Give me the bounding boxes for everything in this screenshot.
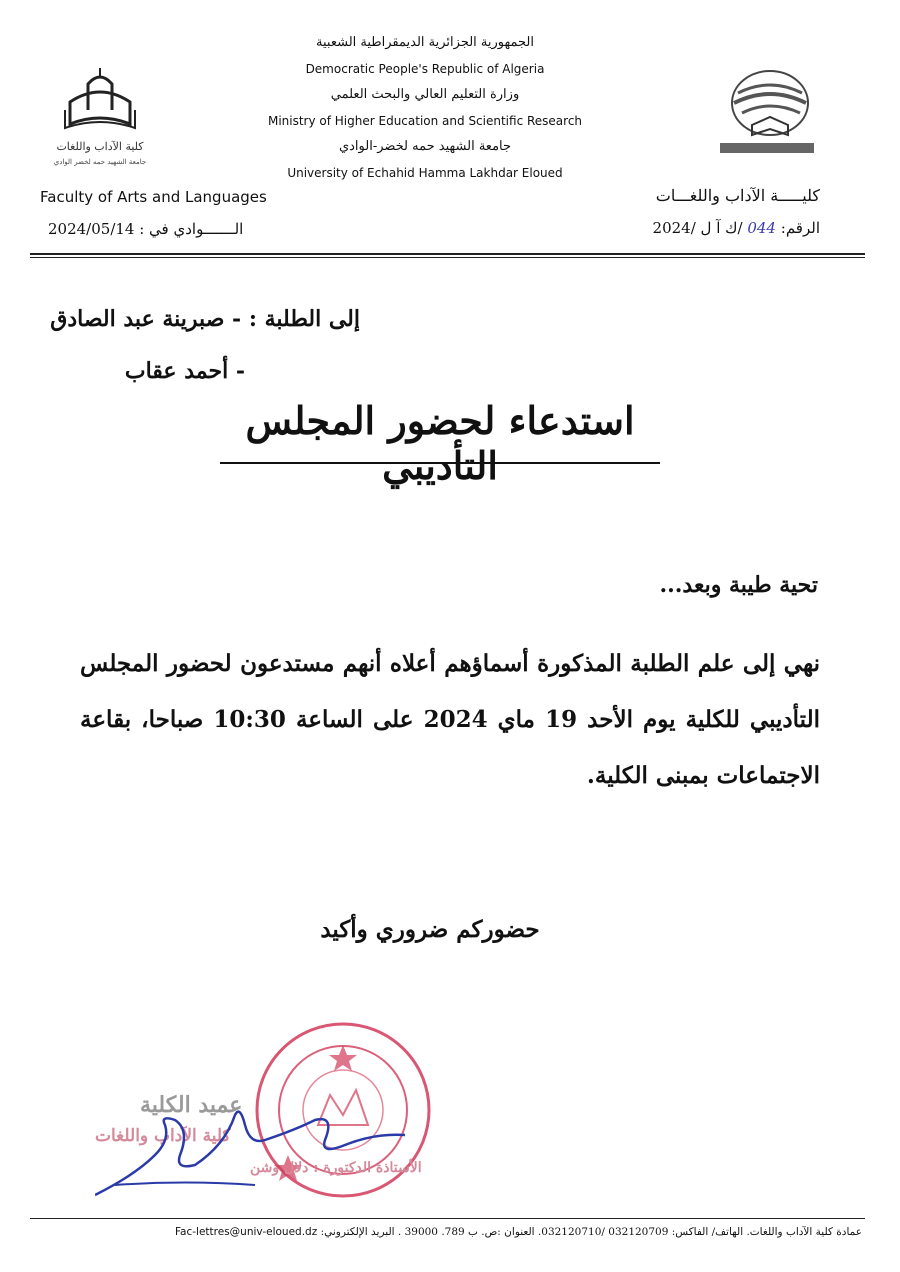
- footer-email[interactable]: Fac-lettres@univ-eloued.dz: [174, 1226, 318, 1238]
- republic-en: Democratic People's Republic of Algeria: [305, 62, 545, 76]
- logo-caption: كلية الآداب واللغات: [56, 140, 144, 153]
- reference-suffix: /ك آ ل /2024: [652, 219, 743, 237]
- faculty-name-en: Faculty of Arts and Languages: [40, 188, 267, 206]
- header-divider-thin: [30, 257, 865, 258]
- header-divider: [30, 253, 865, 255]
- ministry-ar: وزارة التعليم العالي والبحث العلمي: [330, 87, 520, 102]
- faculty-name-ar: كليـــــة الآداب واللغـــات: [655, 186, 820, 205]
- logo-subcaption: جامعة الشهيد حمه لخضر الوادي: [53, 158, 147, 166]
- document-title: استدعاء لحضور المجلس التأديبي: [245, 398, 635, 488]
- faculty-logo-icon: [40, 62, 160, 172]
- dean-title: عميد الكلية: [140, 1092, 243, 1118]
- university-en: University of Echahid Hamma Lakhdar Eloued: [287, 166, 563, 180]
- closing-line: حضوركم ضروري وأكيد: [320, 916, 540, 943]
- title-underline: [220, 462, 660, 464]
- letterhead: [250, 30, 600, 186]
- signatory-name: الأستاذة الدكتورة : دلال وشن: [250, 1160, 422, 1176]
- reference-number: [653, 219, 820, 237]
- recipient-second: - أحمد عقاب: [124, 358, 245, 384]
- signature-faculty: كلية الآداب واللغات: [95, 1126, 231, 1146]
- footer-address: عمادة كلية الآداب واللغات. الهاتف/ الفاكس: 032120709 /032120710. العنوان :ص. ب 789. 39000 . البريد الإلكتروني:: [320, 1226, 862, 1238]
- greeting: تحية طيبة وبعد...: [659, 572, 818, 598]
- republic-ar: الجمهورية الجزائرية الديمقراطية الشعبية: [316, 35, 534, 50]
- university-logo-icon: [712, 55, 822, 165]
- university-ar: جامعة الشهيد حمه لخضر-الوادي: [338, 139, 512, 154]
- issue-date: الـــــــوادي في : 2024/05/14: [48, 220, 244, 238]
- reference-label: الرقم:: [780, 219, 820, 237]
- handwritten-signature-icon: [95, 1085, 415, 1205]
- ministry-en: Ministry of Higher Education and Scientific Research: [267, 114, 583, 128]
- footer-divider: [30, 1218, 865, 1219]
- body-paragraph: نهي إلى علم الطلبة المذكورة أسماؤهم أعلاه أنهم مستدعون لحضور المجلس التأديبي للكلية يوم الأحد 19 ماي 2024 على الساعة 10:30 صباحا، بقاعة الاجتماعات بمبنى الكلية.: [80, 650, 820, 789]
- reference-handwritten: 044: [747, 219, 776, 237]
- footer-contact: [32, 1226, 862, 1238]
- recipient-line: إلى الطلبة : - صبرينة عبد الصادق: [50, 306, 360, 332]
